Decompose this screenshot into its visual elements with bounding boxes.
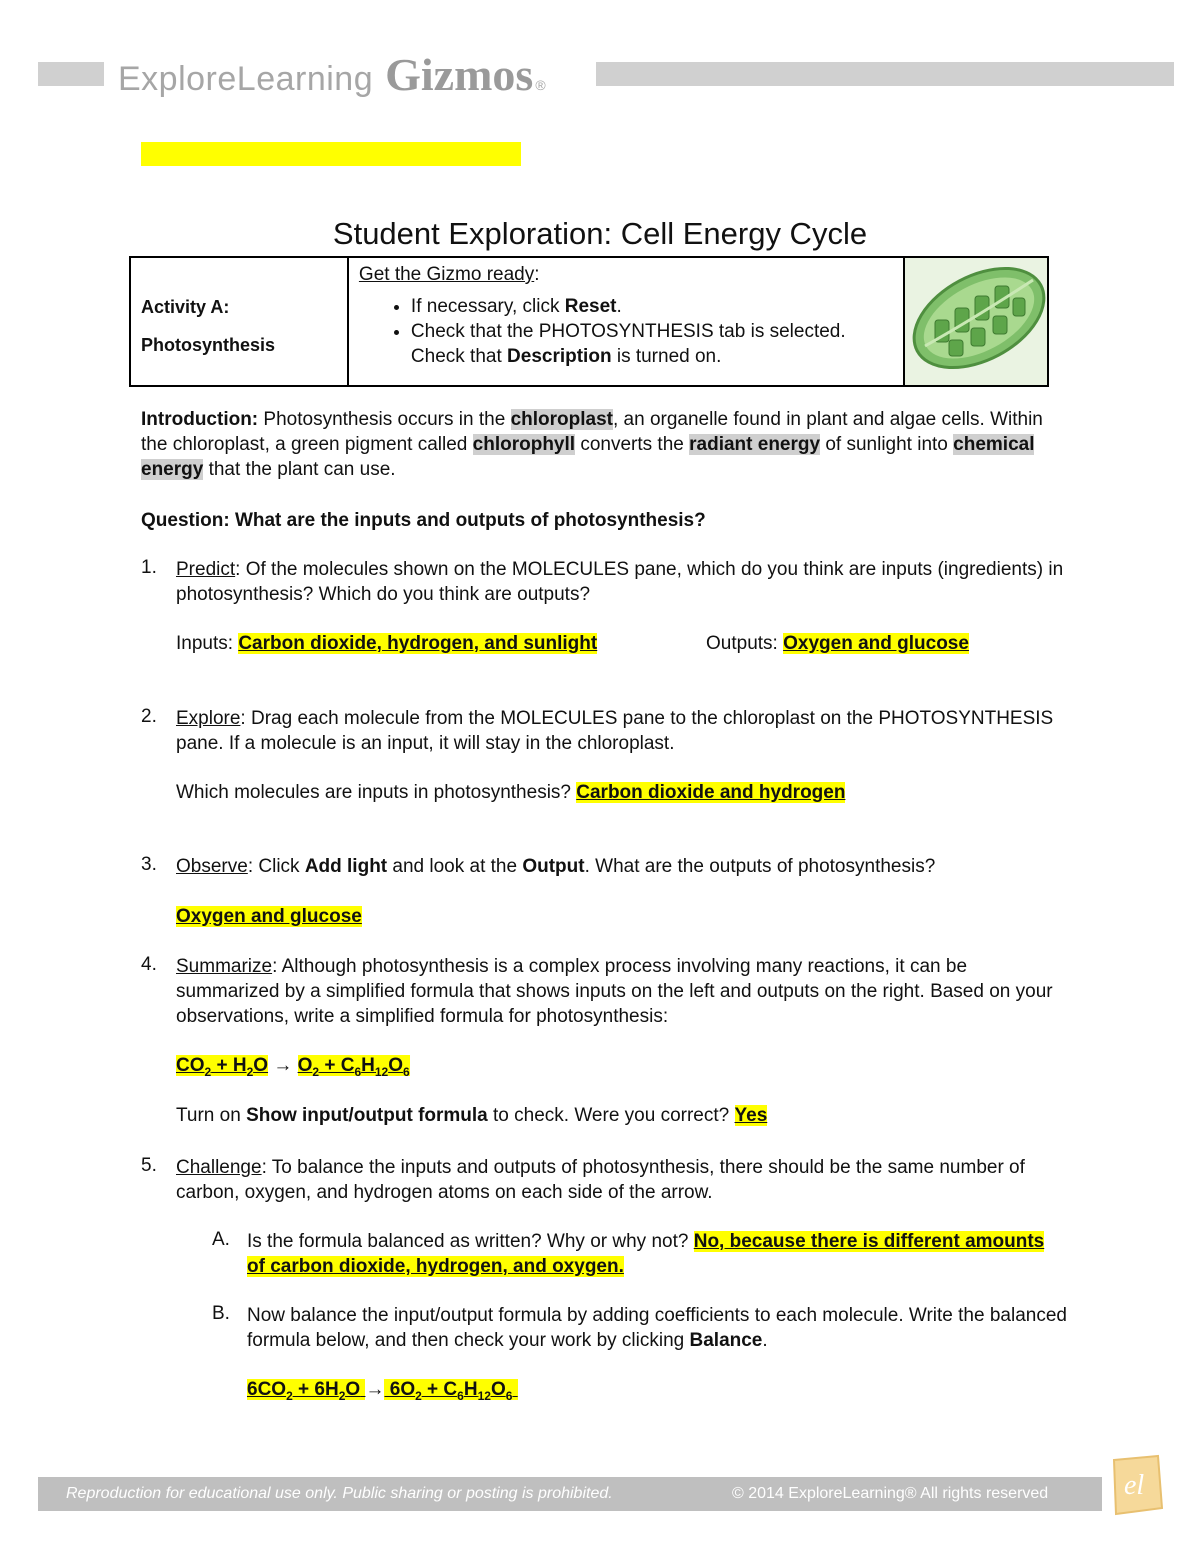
- name-highlight-field[interactable]: [141, 142, 521, 166]
- q4-formula: [176, 1053, 1066, 1085]
- q5b: Now balance the input/output formula by adding coefficients to each molecule. Write the balanced formula below, and then check your work by clicking Balance.: [247, 1305, 1067, 1351]
- registered-mark: ®: [535, 77, 546, 93]
- balanced-inputs[interactable]: $6CO_2 + 6H_2O$: [247, 1379, 365, 1400]
- answer-inputs-observed[interactable]: Carbon dioxide and hydrogen: [576, 782, 846, 803]
- question-number: 2.: [141, 706, 157, 727]
- answer-outputs[interactable]: Oxygen and glucose: [783, 633, 969, 654]
- sub-letter: A.: [212, 1229, 230, 1250]
- formula-inputs[interactable]: $CO_2 + H_2O$: [176, 1055, 269, 1079]
- q3-answer-line: [176, 904, 1066, 929]
- setup-step: • If necessary, click Reset.: [411, 294, 903, 319]
- setup-list: [359, 294, 903, 369]
- svg-text:el: el: [1124, 1470, 1145, 1501]
- arrow-icon: →: [273, 1055, 293, 1076]
- q5-challenge: Challenge: To balance the inputs and outputs of photosynthesis, there should be the same number of carbon, oxygen, and hydrogen atoms on each side of the arrow.: [176, 1157, 1025, 1203]
- footer-copyright: © 2014 ExploreLearning® All rights reserved: [732, 1485, 1049, 1502]
- q5b-formula: [247, 1377, 1067, 1409]
- term-radiant-energy: radiant energy: [689, 434, 821, 455]
- q1-outputs: Outputs: Oxygen and glucose: [706, 633, 969, 654]
- chloroplast-image: [904, 257, 1048, 386]
- answer-correct[interactable]: Yes: [734, 1105, 768, 1126]
- term-chemical-energy: chemical energy: [141, 434, 1035, 480]
- el-logo-icon: [1106, 1452, 1166, 1518]
- question-number: 4.: [141, 954, 157, 975]
- brand-explorelearning: ExploreLearning: [118, 60, 374, 98]
- introduction-paragraph: Introduction: Photosynthesis occurs in the chloroplast, an organelle found in plant and algae cells. Within the chloroplast, a green pigment called chlorophyll converts the radiant energy of sunlight into chemical energy that the plant can use.: [141, 409, 1043, 480]
- answer-balanced[interactable]: No, because there is different amounts of carbon dioxide, hydrogen, and oxygen.: [247, 1231, 1045, 1277]
- question-number: 5.: [141, 1155, 157, 1176]
- footer-notice: Reproduction for educational use only. Public sharing or posting is prohibited.: [66, 1485, 613, 1502]
- term-chlorophyll: chlorophyll: [472, 434, 576, 455]
- brand-logo: [118, 48, 546, 98]
- chloroplast-illustration: [905, 258, 1047, 380]
- q2-question: Which molecules are inputs in photosynthesis? Carbon dioxide and hydrogen: [176, 782, 846, 803]
- page-title: Student Exploration: Cell Energy Cycle: [332, 216, 868, 251]
- question-number: 1.: [141, 557, 157, 578]
- activity-name: Photosynthesis: [141, 335, 276, 355]
- q1-predict: Predict: Of the molecules shown on the MOLECULES pane, which do you think are inputs (ingredients) in photosynthesis? Which do you think are outputs?: [176, 559, 1064, 605]
- activity-instructions: Get the Gizmo ready: • If necessary, click Reset. • Check that the PHOTOSYNTHESIS tab is selected. Check that Description is turned on.: [348, 257, 904, 386]
- question-number: 3.: [141, 854, 157, 875]
- question-heading: Question: What are the inputs and outputs of photosynthesis?: [141, 510, 706, 531]
- q4-summarize: Summarize: Although photosynthesis is a complex process involving many reactions, it can be summarized by a simplified formula that shows inputs on the left and outputs on the right. Based on your observations, write a simplified formula for photosynthesis:: [176, 956, 1053, 1027]
- brand-gizmos: Gizmos: [385, 49, 534, 100]
- sub-letter: B.: [212, 1303, 230, 1324]
- arrow-icon: →: [365, 1379, 385, 1400]
- q5a: Is the formula balanced as written? Why or why not? No, because there is different amounts of carbon dioxide, hydrogen, and oxygen.: [247, 1231, 1045, 1277]
- q2-explore: Explore: Drag each molecule from the MOLECULES pane to the chloroplast on the PHOTOSYNTHESIS pane. If a molecule is an input, it will stay in the chloroplast.: [176, 708, 1054, 754]
- formula-outputs[interactable]: $O_2 + C_6H_{12}O_6$: [297, 1055, 410, 1079]
- q1-inputs: Inputs: Carbon dioxide, hydrogen, and sunlight: [176, 633, 598, 654]
- q3-observe: Observe: Click Add light and look at the Output. What are the outputs of photosynthesis?: [176, 856, 936, 877]
- activity-label-cell: [130, 257, 348, 386]
- balanced-outputs[interactable]: $6O_2 + C_6H_{12}O_6$: [384, 1379, 517, 1400]
- q4-check: Turn on Show input/output formula to check. Were you correct? Yes: [176, 1105, 768, 1126]
- term-chloroplast: chloroplast: [510, 409, 613, 430]
- answer-outputs-observed[interactable]: Oxygen and glucose: [176, 906, 362, 927]
- get-ready-heading: Get the Gizmo ready: [358, 264, 535, 285]
- header-bar-left: [38, 62, 104, 86]
- header-bar-right: [596, 62, 1174, 86]
- setup-step: • Check that the PHOTOSYNTHESIS tab is selected. Check that Description is turned on.: [411, 319, 903, 369]
- activity-table: [129, 256, 1049, 387]
- answer-inputs[interactable]: Carbon dioxide, hydrogen, and sunlight: [238, 633, 598, 654]
- activity-label: Activity A:: [141, 297, 230, 317]
